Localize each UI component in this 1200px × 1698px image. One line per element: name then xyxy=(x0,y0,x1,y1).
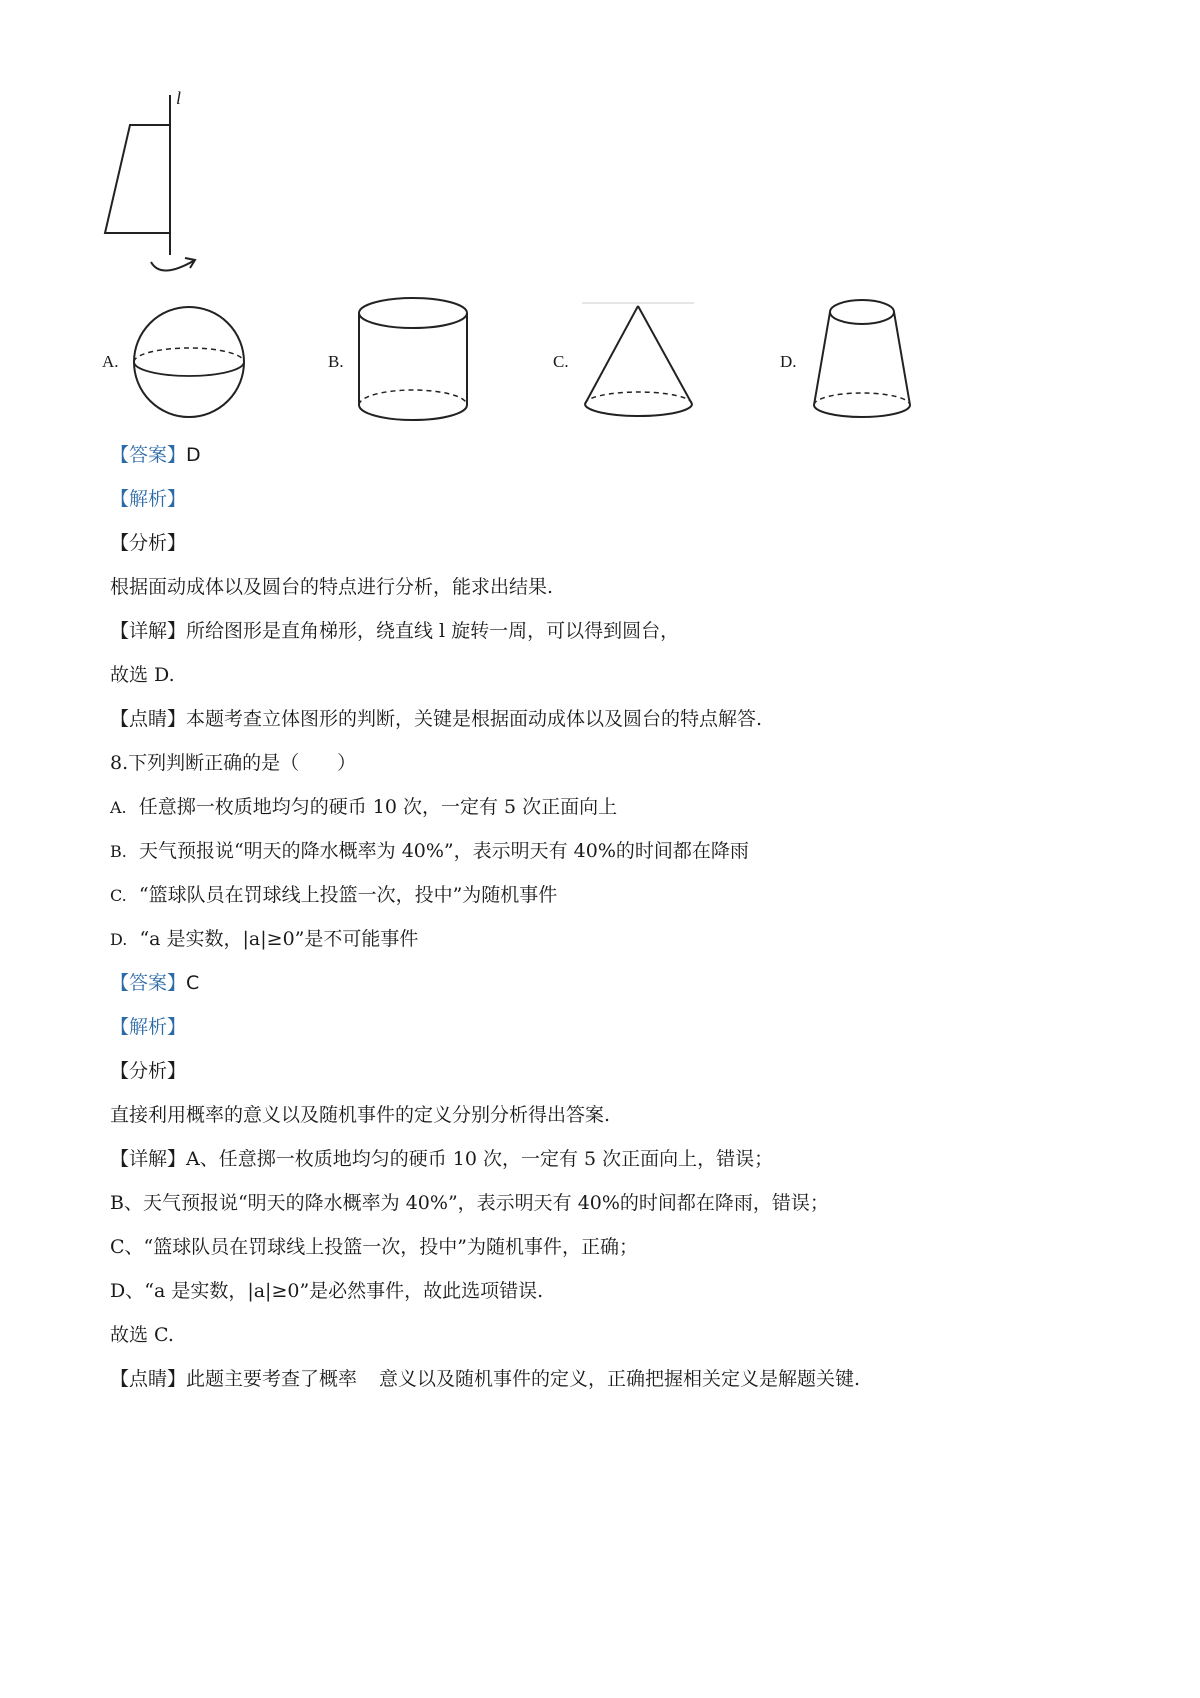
cone-shape xyxy=(582,300,702,430)
q8-detail-line-3: C、“篮球队员在罚球线上投篮一次，投中”为随机事件，正确； xyxy=(110,1236,638,1258)
q7-comment xyxy=(110,706,762,732)
q8-option-b xyxy=(110,838,749,865)
q8-fenxi-tag: 【分析】 xyxy=(110,1060,187,1082)
option-d-label: D. xyxy=(780,352,797,371)
q8-stem: 8.下列判断正确的是（ ） xyxy=(110,752,357,774)
option-letter: A. xyxy=(110,798,127,817)
detail-text: 所给图形是直角梯形，绕直线 l 旋转一周，可以得到圆台， xyxy=(186,620,680,642)
q8-analysis-tag: 【解析】 xyxy=(110,1016,187,1038)
answer-value: C xyxy=(186,972,200,994)
axis-label: l xyxy=(176,88,182,108)
q7-fenxi-tag: 【分析】 xyxy=(110,532,187,554)
q8-detail-line-2: B、天气预报说“明天的降水概率为 40%”，表示明天有 40%的时间都在降雨，错误； xyxy=(110,1192,829,1214)
comment-tag: 【点睛】 xyxy=(110,708,187,730)
comment-text-b: 意义以及随机事件的定义，正确把握相关定义是解题关键. xyxy=(379,1368,861,1390)
option-letter: C. xyxy=(110,886,127,905)
comment-tag: 【点睛】 xyxy=(110,1368,187,1390)
option-a-label: A. xyxy=(102,352,119,371)
detail-text: A、任意掷一枚质地均匀的硬币 10 次，一定有 5 次正面向上，错误； xyxy=(186,1148,774,1170)
trapezoid-rotation-diagram xyxy=(95,90,215,290)
answer-tag: 【答案】 xyxy=(110,972,187,994)
option-text: 天气预报说“明天的降水概率为 40%”，表示明天有 40%的时间都在降雨 xyxy=(138,840,749,862)
q7-detail xyxy=(110,618,679,644)
q8-conclusion: 故选 C. xyxy=(110,1324,174,1346)
q7-fenxi-text: 根据面动成体以及圆台的特点进行分析，能求出结果. xyxy=(110,576,554,598)
option-c-label: C. xyxy=(553,352,569,371)
q8-fenxi-text: 直接利用概率的意义以及随机事件的定义分别分析得出答案. xyxy=(110,1104,611,1126)
detail-tag: 【详解】 xyxy=(110,620,187,642)
answer-value: D xyxy=(186,444,201,466)
frustum-shape xyxy=(808,295,918,430)
option-b-label: B. xyxy=(328,352,344,371)
q8-detail-line-1 xyxy=(110,1146,773,1172)
answer-tag: 【答案】 xyxy=(110,444,187,466)
q8-detail-line-4: D、“a 是实数，|a|≥0”是必然事件，故此选项错误. xyxy=(110,1280,544,1302)
q7-conclusion: 故选 D. xyxy=(110,664,175,686)
q8-option-d xyxy=(110,926,418,953)
q8-comment xyxy=(110,1366,860,1392)
q7-answer xyxy=(110,442,201,468)
comment-text: 本题考查立体图形的判断，关键是根据面动成体以及圆台的特点解答. xyxy=(186,708,763,730)
q8-option-a xyxy=(110,794,617,821)
cylinder-shape xyxy=(355,295,471,425)
option-text: “篮球队员在罚球线上投篮一次，投中”为随机事件 xyxy=(138,884,558,906)
q8-answer xyxy=(110,970,199,996)
detail-tag: 【详解】 xyxy=(110,1148,187,1170)
option-letter: D. xyxy=(110,930,128,949)
q7-analysis-tag: 【解析】 xyxy=(110,488,187,510)
option-text: 任意掷一枚质地均匀的硬币 10 次，一定有 5 次正面向上 xyxy=(138,796,618,818)
comment-text-a: 此题主要考查了概率 xyxy=(186,1368,358,1390)
option-text: “a 是实数，|a|≥0”是不可能事件 xyxy=(139,928,419,950)
option-letter: B. xyxy=(110,842,127,861)
q8-option-c xyxy=(110,882,557,909)
sphere-shape xyxy=(132,305,248,421)
